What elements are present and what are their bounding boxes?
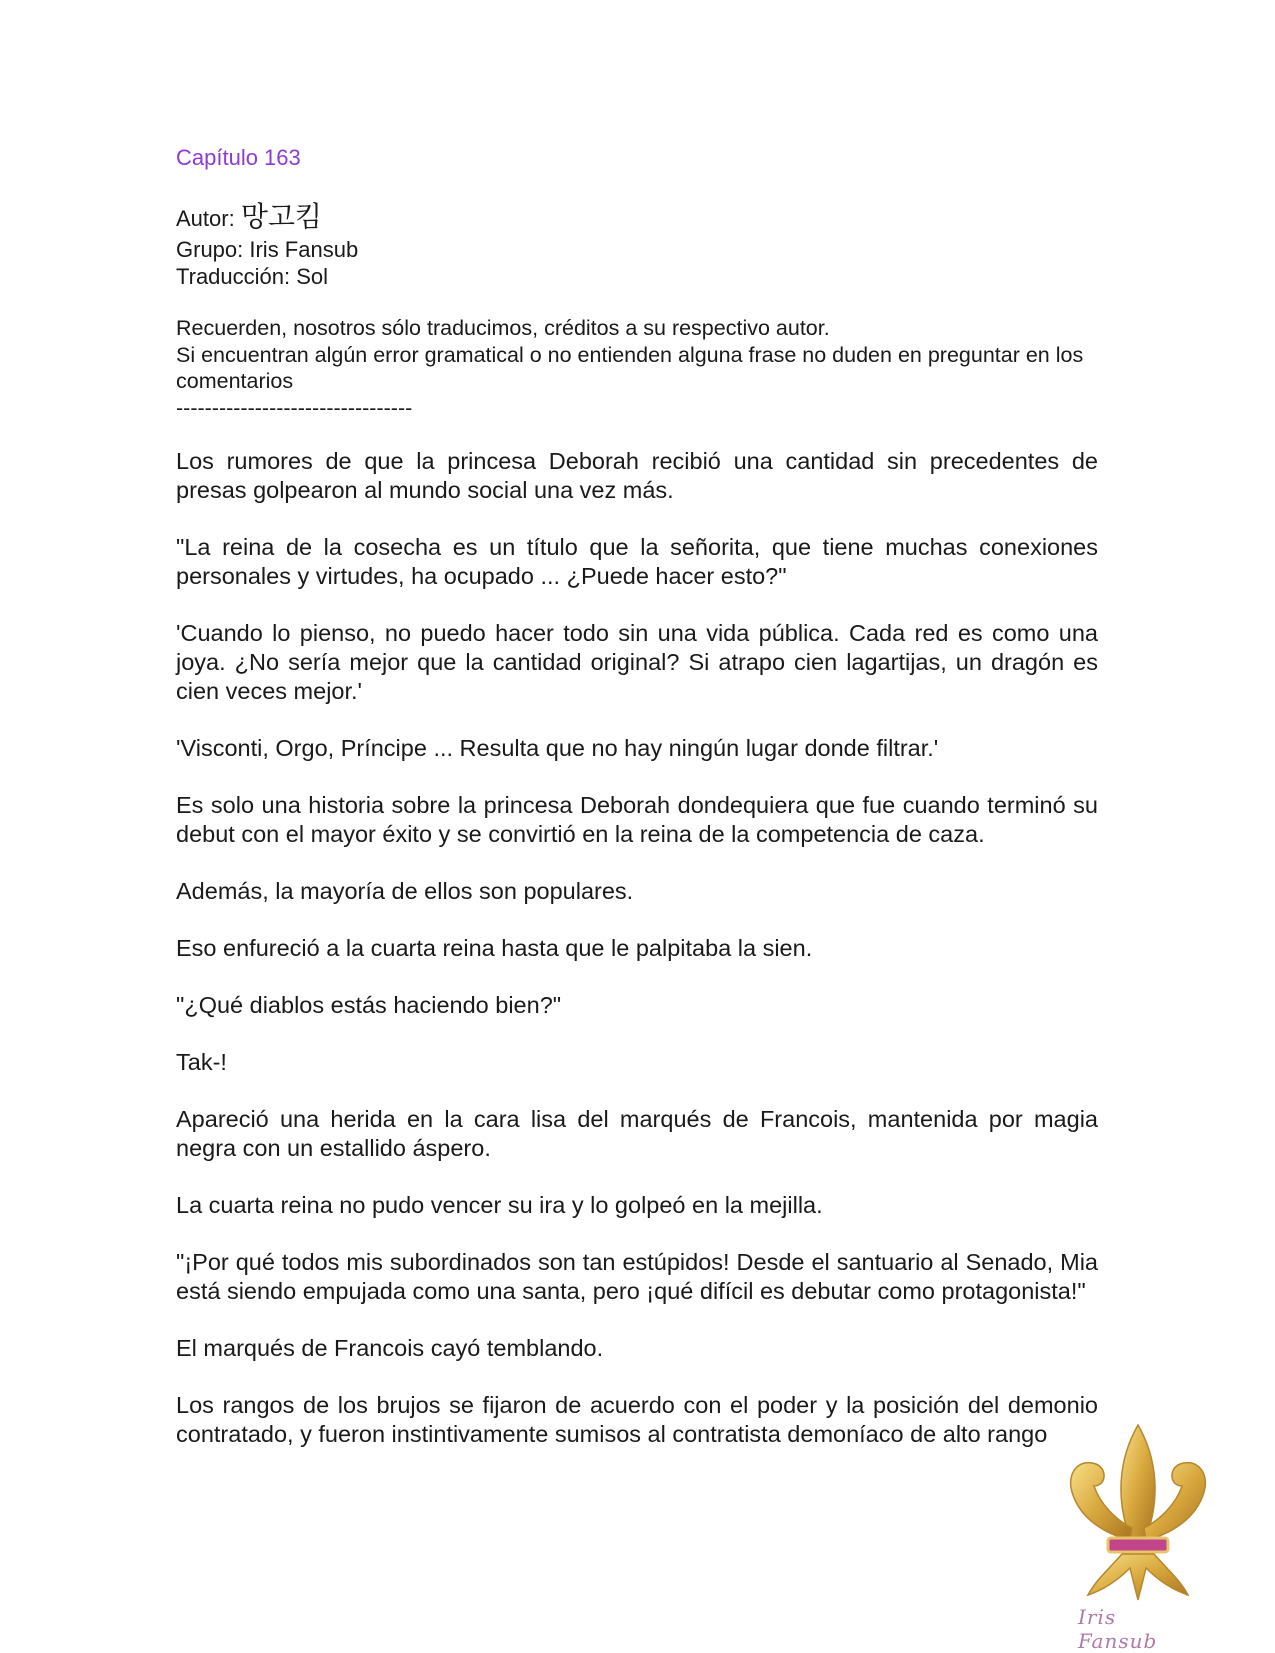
paragraph: Los rumores de que la princesa Deborah recibió una cantidad sin precedentes de presas golpearon al mundo social una vez más.	[176, 448, 1098, 503]
watermark-text: Iris Fansub	[1078, 1605, 1158, 1653]
paragraph: Los rangos de los brujos se fijaron de acuerdo con el poder y la posición del demonio contratado, y fueron instintivamente sumisos al contratista demoníaco de alto rango	[176, 1392, 1098, 1447]
paragraph: 'Visconti, Orgo, Príncipe ... Resulta que no hay ningún lugar donde filtrar.'	[176, 735, 939, 761]
paragraph: "¿Qué diablos estás haciendo bien?"	[176, 992, 562, 1018]
paragraph: Es solo una historia sobre la princesa Deborah dondequiera que fue cuando terminó su debut con el mayor éxito y se convirtió en la reina de la competencia de caza.	[176, 792, 1098, 847]
document-page	[176, 144, 1098, 1477]
paragraph: Eso enfureció a la cuarta reina hasta que le palpitaba la sien.	[176, 935, 813, 961]
chapter-title: Capítulo 163	[176, 145, 301, 170]
paragraph: "La reina de la cosecha es un título que la señorita, que tiene muchas conexiones personales y virtudes, ha ocupado ... ¿Puede hacer esto?"	[176, 534, 1098, 589]
paragraph: Además, la mayoría de ellos son populares.	[176, 878, 634, 904]
group-line: Grupo: Iris Fansub	[176, 237, 359, 262]
paragraph: Tak-!	[176, 1049, 227, 1075]
notice-separator: ---------------------------------	[176, 395, 413, 420]
paragraph: "¡Por qué todos mis subordinados son tan estúpidos! Desde el santuario al Senado, Mia está siendo empujada como una santa, pero ¡qué difícil es debutar como protagonista!"	[176, 1249, 1098, 1304]
paragraph: El marqués de Francois cayó temblando.	[176, 1335, 604, 1361]
paragraph: La cuarta reina no pudo vencer su ira y lo golpeó en la mejilla.	[176, 1192, 823, 1218]
paragraph: Apareció una herida en la cara lisa del marqués de Francois, mantenida por magia negra con un estallido áspero.	[176, 1106, 1098, 1161]
author-label: Autor:	[176, 206, 241, 231]
notice-line-2: Si encuentran algún error gramatical o no entienden alguna frase no duden en preguntar en los comentarios	[176, 342, 1084, 393]
fleur-de-lis-icon	[1058, 1420, 1218, 1620]
translator-notice	[176, 315, 1098, 421]
author-line	[176, 200, 1098, 236]
author-name: 망고킴	[240, 200, 322, 233]
translation-line: Traducción: Sol	[176, 264, 329, 289]
notice-line-1: Recuerden, nosotros sólo traducimos, créditos a su respectivo autor.	[176, 316, 830, 340]
chapter-body	[176, 447, 1098, 1449]
paragraph: 'Cuando lo pienso, no puedo hacer todo sin una vida pública. Cada red es como una joya. ¿No sería mejor que la cantidad original? Si atrapo cien lagartijas, un dragón es cien veces mejor.'	[176, 620, 1098, 704]
